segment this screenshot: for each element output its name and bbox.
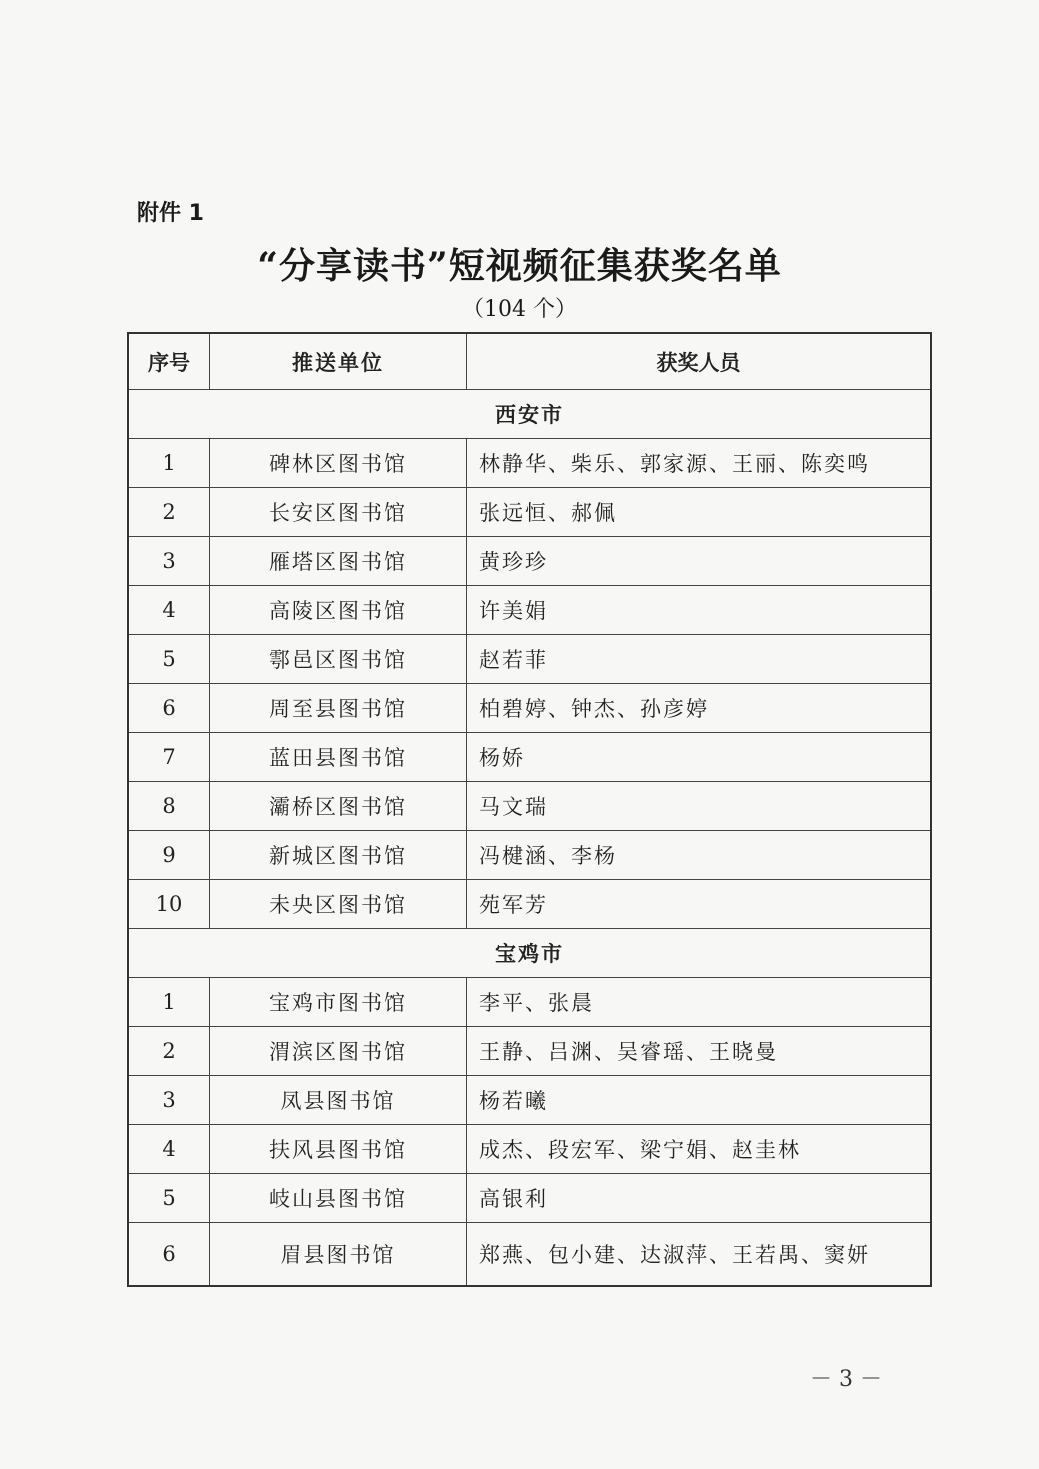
table-row [128,1125,931,1174]
header-unit: 推送单位 [210,333,467,390]
table-body [128,390,931,1287]
section-row [128,390,931,439]
row-names: 王静、吕渊、吴睿瑶、王晓曼 [467,1027,932,1076]
row-names: 赵若菲 [467,635,932,684]
row-names: 张远恒、郝佩 [467,488,932,537]
header-names: 获奖人员 [467,333,932,390]
table-row [128,537,931,586]
row-unit: 灞桥区图书馆 [210,782,467,831]
row-names: 杨若曦 [467,1076,932,1125]
row-number: 9 [128,831,210,880]
row-number: 5 [128,1174,210,1223]
row-names: 黄珍珍 [467,537,932,586]
document-title: “分享读书”短视频征集获奖名单 [257,245,782,287]
row-names: 林静华、柴乐、郭家源、王丽、陈奕鸣 [467,439,932,488]
table-row [128,1174,931,1223]
row-unit: 碑林区图书馆 [210,439,467,488]
table-row [128,1027,931,1076]
row-names: 柏碧婷、钟杰、孙彦婷 [467,684,932,733]
table-row [128,978,931,1027]
row-unit: 渭滨区图书馆 [210,1027,467,1076]
row-unit: 新城区图书馆 [210,831,467,880]
table-row [128,1076,931,1125]
row-number: 3 [128,1076,210,1125]
row-names: 成杰、段宏军、梁宁娟、赵圭林 [467,1125,932,1174]
row-unit: 鄠邑区图书馆 [210,635,467,684]
row-unit: 扶风县图书馆 [210,1125,467,1174]
section-row [128,929,931,978]
page-number: － 3 － [810,1367,882,1392]
row-names: 郑燕、包小建、达淑萍、王若禺、窦妍 [467,1223,932,1287]
row-number: 8 [128,782,210,831]
section-title: 宝鸡市 [128,929,931,978]
award-table [127,332,932,1287]
header-no: 序号 [128,333,210,390]
row-names: 苑军芳 [467,880,932,929]
row-names: 李平、张晨 [467,978,932,1027]
row-number: 6 [128,684,210,733]
row-names: 杨娇 [467,733,932,782]
row-unit: 岐山县图书馆 [210,1174,467,1223]
row-number: 10 [128,880,210,929]
table-row [128,782,931,831]
row-number: 7 [128,733,210,782]
row-names: 冯楗涵、李杨 [467,831,932,880]
row-number: 5 [128,635,210,684]
table-row [128,733,931,782]
row-number: 4 [128,586,210,635]
row-number: 3 [128,537,210,586]
table-row [128,635,931,684]
row-unit: 长安区图书馆 [210,488,467,537]
row-names: 许美娟 [467,586,932,635]
table-row [128,439,931,488]
table-header-row [128,333,931,390]
row-number: 2 [128,488,210,537]
row-unit: 眉县图书馆 [210,1223,467,1287]
document-subtitle: （104 个） [462,297,577,322]
row-number: 1 [128,978,210,1027]
section-title: 西安市 [128,390,931,439]
table-row [128,488,931,537]
row-unit: 蓝田县图书馆 [210,733,467,782]
table-row [128,586,931,635]
row-unit: 凤县图书馆 [210,1076,467,1125]
row-unit: 雁塔区图书馆 [210,537,467,586]
row-names: 高银利 [467,1174,932,1223]
row-unit: 宝鸡市图书馆 [210,978,467,1027]
table-row [128,880,931,929]
table-row [128,1223,931,1287]
row-number: 6 [128,1223,210,1287]
row-number: 1 [128,439,210,488]
table-row [128,831,931,880]
row-unit: 高陵区图书馆 [210,586,467,635]
row-number: 2 [128,1027,210,1076]
row-unit: 周至县图书馆 [210,684,467,733]
table-row [128,684,931,733]
row-names: 马文瑞 [467,782,932,831]
row-unit: 未央区图书馆 [210,880,467,929]
attachment-label: 附件 1 [137,201,204,226]
row-number: 4 [128,1125,210,1174]
